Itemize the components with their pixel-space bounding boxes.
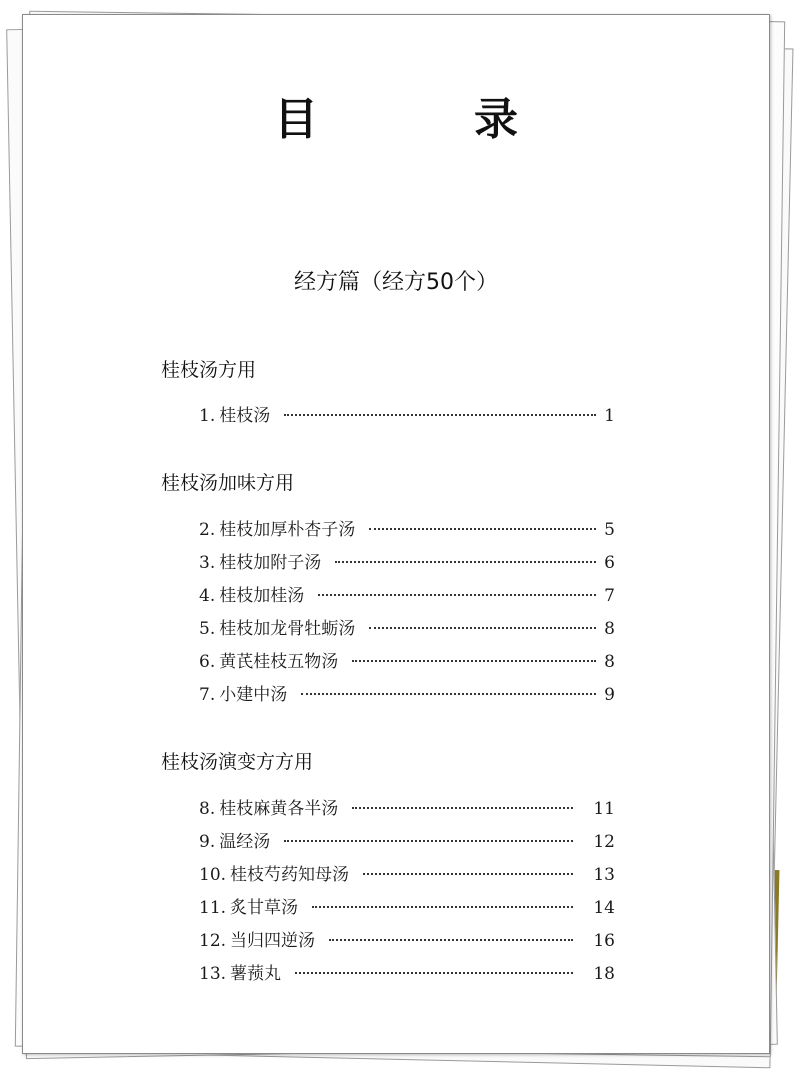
entry-page: 8 (604, 619, 615, 639)
entry-page: 13 (593, 865, 615, 885)
entry-page: 7 (604, 586, 615, 606)
toc-entry[interactable] (199, 926, 615, 950)
entry-title: 当归四逆汤 (230, 931, 316, 951)
entry-number: 1. (199, 406, 216, 426)
entry-page: 14 (593, 898, 615, 918)
entry-number: 4. (199, 586, 216, 606)
dot-leader (312, 906, 573, 908)
entry-number: 5. (199, 619, 216, 639)
dot-leader (369, 627, 596, 629)
entry-title: 薯蓣丸 (230, 964, 282, 984)
entry-number: 7. (199, 685, 216, 705)
section-heading: 桂枝汤方用 (161, 359, 257, 381)
entry-title: 桂枝加桂汤 (219, 586, 305, 606)
contents-page (22, 14, 770, 1054)
entry-title: 桂枝加厚朴杏子汤 (219, 520, 356, 540)
entry-title: 炙甘草汤 (230, 898, 299, 918)
entry-number: 9. (199, 832, 216, 852)
dot-leader (363, 873, 573, 875)
entry-number: 13. (199, 964, 227, 984)
entry-number: 12. (199, 931, 227, 951)
page-title: 目 录 (274, 94, 574, 145)
toc-entry[interactable] (199, 614, 615, 638)
toc-entry[interactable] (199, 959, 615, 983)
entry-page: 12 (593, 832, 615, 852)
toc-entry[interactable] (199, 794, 615, 818)
dot-leader (284, 840, 573, 842)
entry-page: 16 (593, 931, 615, 951)
dot-leader (301, 693, 596, 695)
toc-entry[interactable] (199, 680, 615, 704)
dot-leader (284, 414, 596, 416)
dot-leader (352, 660, 596, 662)
entry-page: 6 (604, 553, 615, 573)
entry-number: 2. (199, 520, 216, 540)
entry-title: 桂枝加附子汤 (219, 553, 322, 573)
dot-leader (295, 972, 573, 974)
toc-entry[interactable] (199, 401, 615, 425)
dot-leader (352, 807, 573, 809)
part-title: 经方篇（经方50个） (294, 270, 498, 295)
entry-page: 11 (593, 799, 615, 819)
entry-title: 小建中汤 (219, 685, 288, 705)
entry-page: 1 (604, 406, 615, 426)
section-heading: 桂枝汤加味方用 (161, 472, 295, 494)
toc-entry[interactable] (199, 647, 615, 671)
toc-entry[interactable] (199, 581, 615, 605)
toc-entry[interactable] (199, 827, 615, 851)
entry-title: 黄芪桂枝五物汤 (219, 652, 339, 672)
entry-page: 9 (604, 685, 615, 705)
toc-entry[interactable] (199, 515, 615, 539)
entry-number: 8. (199, 799, 216, 819)
entry-page: 8 (604, 652, 615, 672)
section-heading: 桂枝汤演变方方用 (161, 751, 314, 773)
dot-leader (329, 939, 573, 941)
entry-title: 桂枝汤 (219, 406, 271, 426)
dot-leader (335, 561, 596, 563)
entry-title: 桂枝麻黄各半汤 (219, 799, 339, 819)
entry-number: 6. (199, 652, 216, 672)
toc-entry[interactable] (199, 893, 615, 917)
entry-title: 桂枝加龙骨牡蛎汤 (219, 619, 356, 639)
toc-entry[interactable] (199, 860, 615, 884)
entry-number: 11. (199, 898, 227, 918)
entry-title: 温经汤 (219, 832, 271, 852)
entry-number: 3. (199, 553, 216, 573)
entry-page: 5 (604, 520, 615, 540)
dot-leader (369, 528, 596, 530)
entry-page: 18 (593, 964, 615, 984)
toc-entry[interactable] (199, 548, 615, 572)
dot-leader (318, 594, 596, 596)
entry-number: 10. (199, 865, 227, 885)
entry-title: 桂枝芍药知母汤 (230, 865, 350, 885)
